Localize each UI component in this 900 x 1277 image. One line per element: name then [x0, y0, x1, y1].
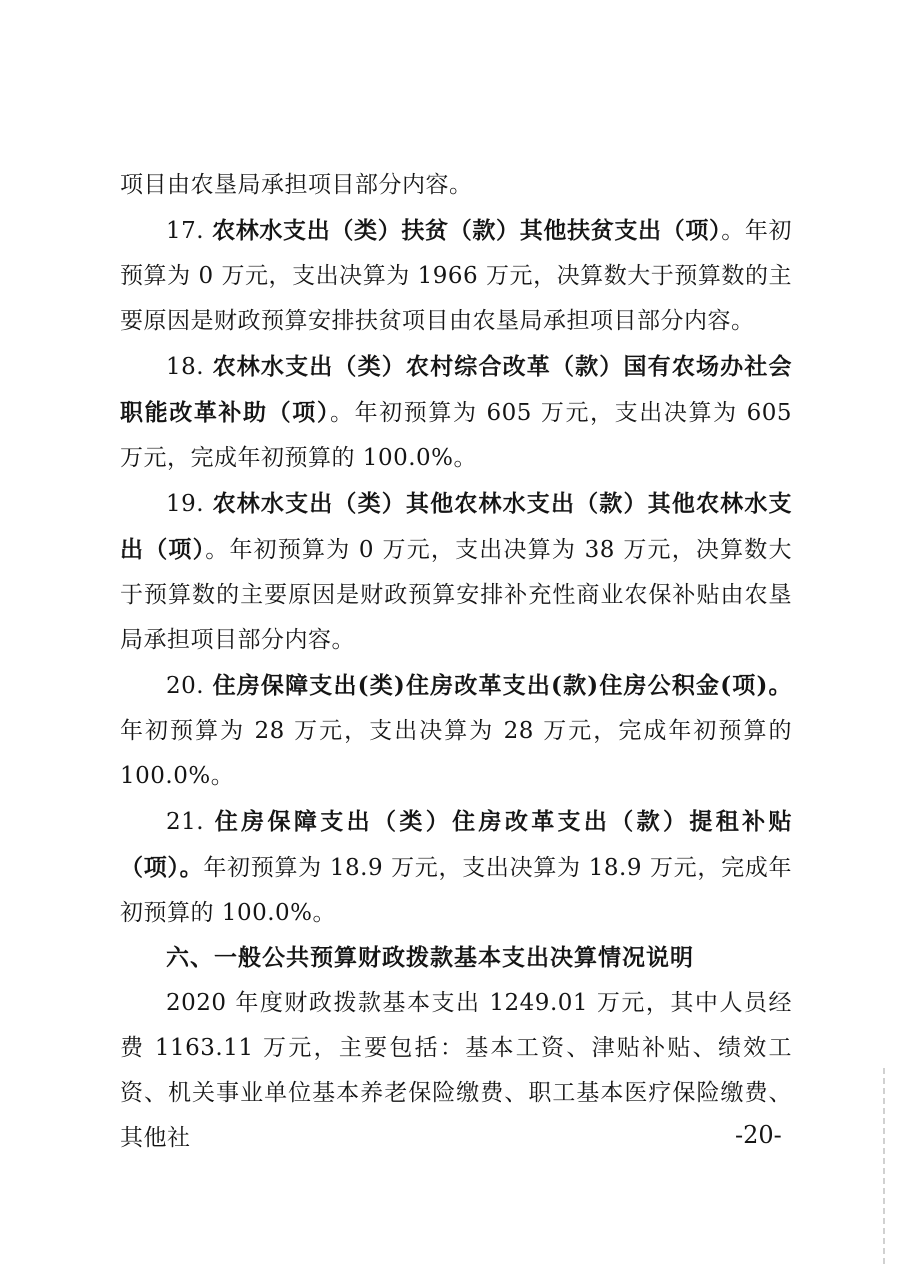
- text-run: 21.: [166, 809, 215, 835]
- scan-artifact-dashed-line: [883, 1068, 885, 1264]
- text-run: 。年初预算为 605 万元，支出决算为 605 万元，完成年初预算的 100.0%。: [120, 400, 793, 471]
- text-run: 农林水支出（类）扶贫（款）其他扶贫支出（项）: [212, 217, 722, 244]
- text-run: 20.: [166, 673, 213, 699]
- text-run: 农林水支出（类）农村综合改革（款）国有农场办社会职能改革补助（项）: [120, 353, 793, 426]
- section-heading-6: [120, 936, 792, 981]
- text-run: 。年初预算为 0 万元，支出决算为 1966 万元，决算数大于预算数的主要原因是财政预算安排扶贫项目由农垦局承担项目部分内容。: [120, 218, 793, 334]
- text-run: 17.: [166, 218, 213, 244]
- para-basic-expenditure: [120, 981, 792, 1161]
- text-run: 项目由农垦局承担项目部分内容。: [120, 172, 473, 198]
- page-number: -20-: [735, 1121, 782, 1149]
- text-run: 六、一般公共预算财政拨款基本支出决算情况说明: [166, 945, 694, 971]
- para-item-21: [120, 799, 792, 936]
- text-run: 2020 年度财政拨款基本支出 1249.01 万元，其中人员经费 1163.11 万元，主要包括：基本工资、津贴补贴、绩效工资、机关事业单位基本养老保险缴费、职工基本医疗保险缴费、其他社: [120, 990, 792, 1151]
- text-run: 住房保障支出（类）住房改革支出（款）提租补贴（项）。: [120, 808, 793, 881]
- text-run: 农林水支出（类）其他农林水支出（款）其他农林水支出（项）: [120, 490, 793, 563]
- para-item-18: [120, 344, 792, 481]
- para-continuation: [120, 163, 792, 208]
- para-item-17: [120, 208, 792, 344]
- text-run: 18.: [166, 354, 213, 380]
- document-body: [120, 163, 792, 1161]
- text-run: 年初预算为 18.9 万元，支出决算为 18.9 万元，完成年初预算的 100.0%。: [120, 855, 793, 926]
- para-item-19: [120, 481, 792, 663]
- text-run: 住房保障支出(类)住房改革支出(款)住房公积金(项)。: [212, 672, 793, 699]
- text-run: 年初预算为 28 万元，支出决算为 28 万元，完成年初预算的 100.0%。: [120, 718, 792, 789]
- text-run: 19.: [166, 491, 213, 517]
- para-item-20: [120, 663, 792, 799]
- text-run: 。年初预算为 0 万元，支出决算为 38 万元，决算数大于预算数的主要原因是财政预算安排补充性商业农保补贴由农垦局承担项目部分内容。: [120, 537, 792, 653]
